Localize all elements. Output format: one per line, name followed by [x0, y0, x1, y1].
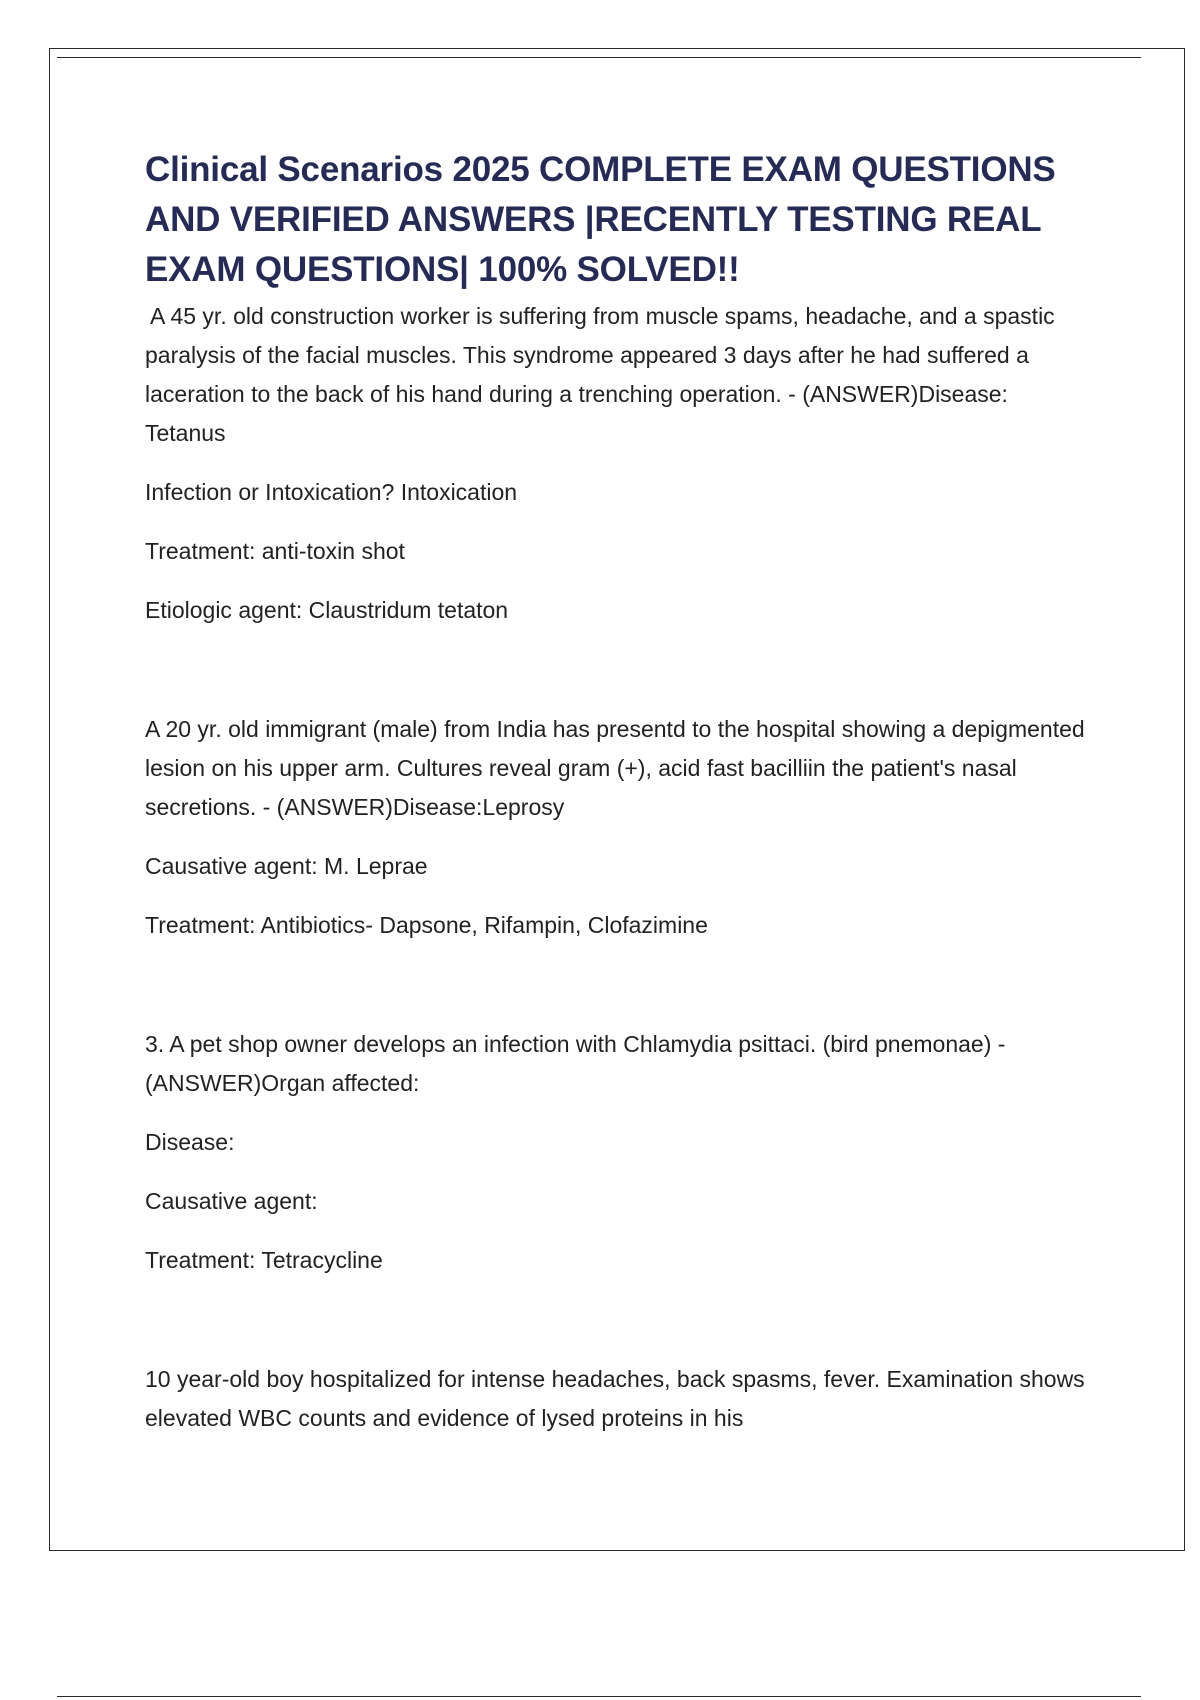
spacer	[145, 650, 1085, 710]
spacer	[145, 965, 1085, 1025]
question-2-line-causative-agent: Causative agent: M. Leprae	[145, 853, 428, 879]
question-block-3	[145, 1025, 1085, 1280]
bottom-rule	[57, 1696, 1141, 1697]
question-1-prompt: A 45 yr. old construction worker is suffering from muscle spams, headache, and a spastic paralysis of the facial muscles. This syndrome appeared 3 days after he had suffered a laceration to the back of his hand during a trenching operation. - (ANSWER)Disease: Tetanus	[145, 303, 1055, 446]
question-3-line-causative-agent: Causative agent:	[145, 1188, 318, 1214]
question-2-line-treatment: Treatment: Antibiotics- Dapsone, Rifampin, Clofazimine	[145, 912, 708, 938]
spacer	[145, 1300, 1085, 1360]
question-3-line-disease: Disease:	[145, 1129, 235, 1155]
question-block-1	[145, 297, 1085, 630]
question-3-prompt: 3. A pet shop owner develops an infection with Chlamydia psittaci. (bird pnemonae) - (ANSWER)Organ affected:	[145, 1031, 1006, 1096]
top-rule	[57, 57, 1141, 58]
question-2-prompt: A 20 yr. old immigrant (male) from India has presentd to the hospital showing a depigmented lesion on his upper arm. Cultures reveal gram (+), acid fast bacilliin the patient's nasal secretions. - (ANSWER)Disease:Leprosy	[145, 716, 1085, 820]
question-block-4	[145, 1360, 1085, 1438]
question-1-line-etiologic-agent: Etiologic agent: Claustridum tetaton	[145, 597, 509, 623]
question-1-line-infection: Infection or Intoxication? Intoxication	[145, 479, 518, 505]
question-block-2	[145, 710, 1085, 945]
question-3-line-treatment: Treatment: Tetracycline	[145, 1247, 383, 1273]
question-1-line-treatment: Treatment: anti-toxin shot	[145, 538, 405, 564]
document-body	[145, 145, 1085, 1458]
document-title: Clinical Scenarios 2025 COMPLETE EXAM QUESTIONS AND VERIFIED ANSWERS |RECENTLY TESTING REAL EXAM QUESTIONS| 100% SOLVED!!	[145, 150, 1056, 289]
question-4-prompt: 10 year-old boy hospitalized for intense headaches, back spasms, fever. Examination shows elevated WBC counts and evidence of lysed proteins in his	[145, 1366, 1085, 1431]
